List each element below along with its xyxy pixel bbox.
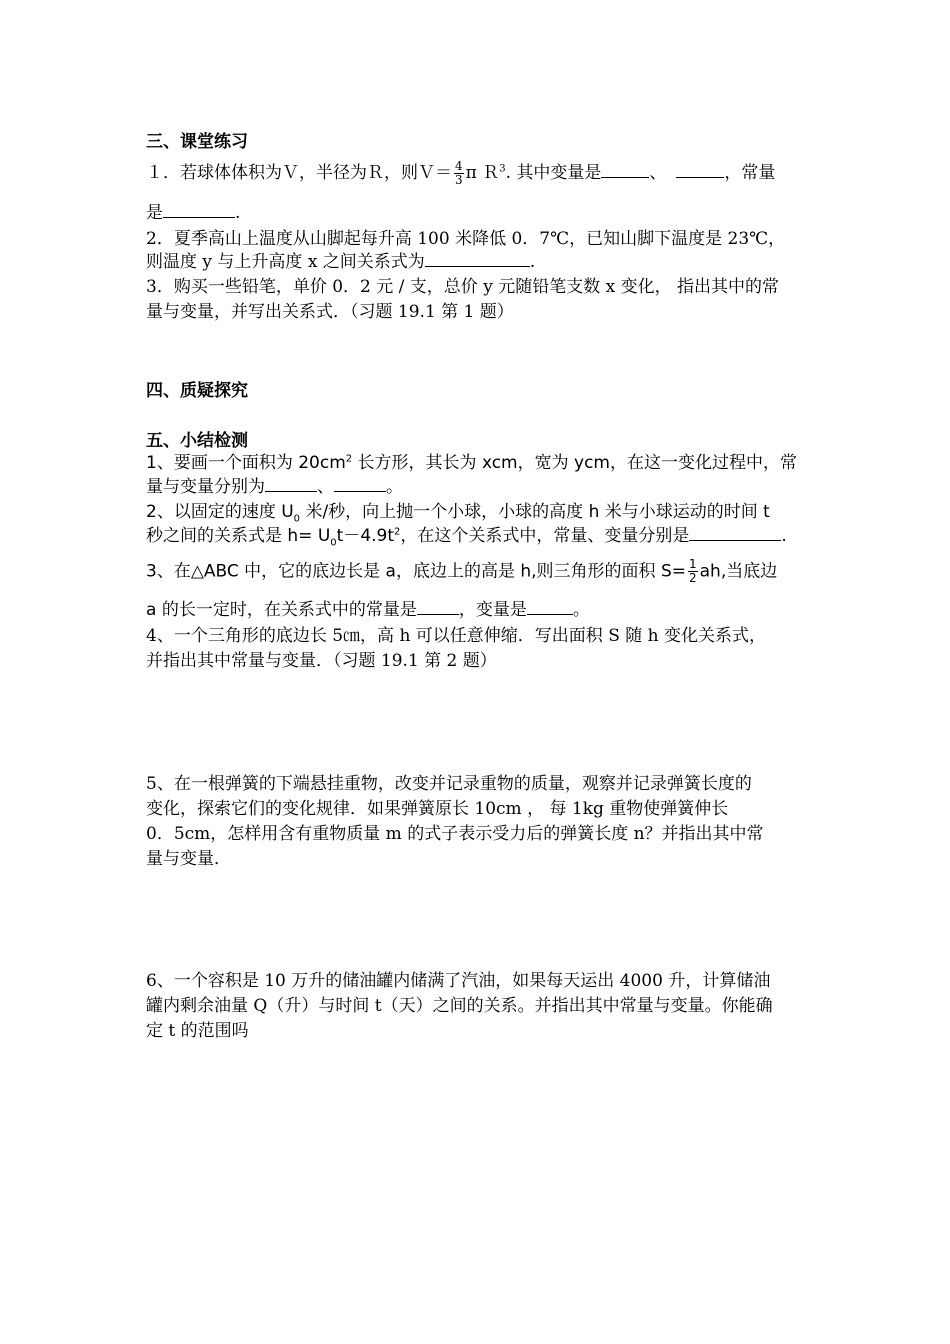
s5-q4-line2: 并指出其中常量与变量．（习题 19.1 第 2 题） — [146, 651, 497, 671]
blank — [265, 475, 317, 492]
s5-q6-line2: 罐内剩余油量 Q（升）与时间 t（天）之间的关系。并指出其中常量与变量。你能确 — [146, 996, 773, 1016]
blank — [527, 598, 573, 615]
s3-q3-line2: 量与变量，并写出关系式．（习题 19.1 第 1 题） — [146, 302, 514, 322]
blank — [689, 524, 781, 541]
s3-q1-line2: 是 . — [146, 203, 241, 223]
s5-q5-line4: 量与变量． — [146, 849, 231, 869]
blank — [417, 598, 459, 615]
blank — [676, 161, 724, 178]
s5-q5-line2: 变化，探索它们的变化规律．如果弹簧原长 10cm ， 每 1kg 重物使弹簧伸长 — [146, 799, 729, 819]
blank — [425, 250, 530, 267]
s3-q2-line2: 则温度 y 与上升高度 x 之间关系式为 . — [146, 252, 536, 272]
s5-q3-line1: 3、在△ABC 中，它的底边长是 a，底边上的高是 h,则三角形的面积 S= $\frac{1}{2}$ ah,当底边 — [146, 557, 778, 585]
s5-q4-line1: 4、一个三角形的底边长 5㎝，高 h 可以任意伸缩．写出面积 S 随 h 变化关系式， — [146, 626, 767, 646]
s3-q3-line1: 3．购买一些铅笔，单价 0．2 元 / 支，总价 y 元随铅笔支数 x 变化， 指出其中的常 — [146, 277, 779, 297]
blank — [334, 475, 386, 492]
section-heading-3: 三、课堂练习 — [146, 132, 248, 152]
fraction-1-2: $\frac{1}{2}$ — [689, 557, 697, 585]
blank — [163, 201, 235, 218]
section-heading-4: 四、质疑探究 — [146, 381, 248, 401]
s3-q2-line1: 2．夏季高山上温度从山脚起每升高 100 米降低 0．7℃，已知山脚下温度是 23℃， — [146, 229, 786, 249]
s5-q1-line2: 量与变量分别为 、 。 — [146, 477, 403, 497]
s5-q3-line2: a 的长一定时，在关系式中的常量是 ，变量是 。 — [146, 600, 590, 620]
s3-q1-line1: １．若球体体积为Ｖ，半径为Ｒ，则Ｖ＝ $\frac{4}{3}$ π Ｒ$^3$. 其中变量是 、 ，常量 — [146, 159, 776, 187]
blank — [601, 161, 649, 178]
fraction-4-3: $\frac{4}{3}$ — [455, 159, 463, 187]
s5-q1-line1: 1、要画一个面积为 $20cm^2$ 长方形，其长为 xcm，宽为 ycm，在这一变化过程中，常 — [146, 453, 797, 473]
section-heading-5: 五、小结检测 — [146, 431, 248, 451]
s5-q2-line2: 秒之间的关系式是 $h= U_0t-4.9t^2$，在这个关系式中，常量、变量分别是 . — [146, 526, 787, 549]
s5-q6-line1: 6、一个容积是 10 万升的储油罐内储满了汽油，如果每天运出 4000 升，计算储油 — [146, 971, 771, 991]
s5-q5-line1: 5、在一根弹簧的下端悬挂重物，改变并记录重物的质量，观察并记录弹簧长度的 — [146, 774, 752, 794]
s5-q6-line3: 定 t 的范围吗 — [146, 1021, 249, 1041]
s5-q5-line3: 0．5cm，怎样用含有重物质量 m 的式子表示受力后的弹簧长度 n？并指出其中常 — [146, 824, 764, 844]
s5-q2-line1: 2、以固定的速度 $U_0$ 米/秒，向上抛一个小球，小球的高度 h 米与小球运动的时间 t — [146, 502, 770, 525]
